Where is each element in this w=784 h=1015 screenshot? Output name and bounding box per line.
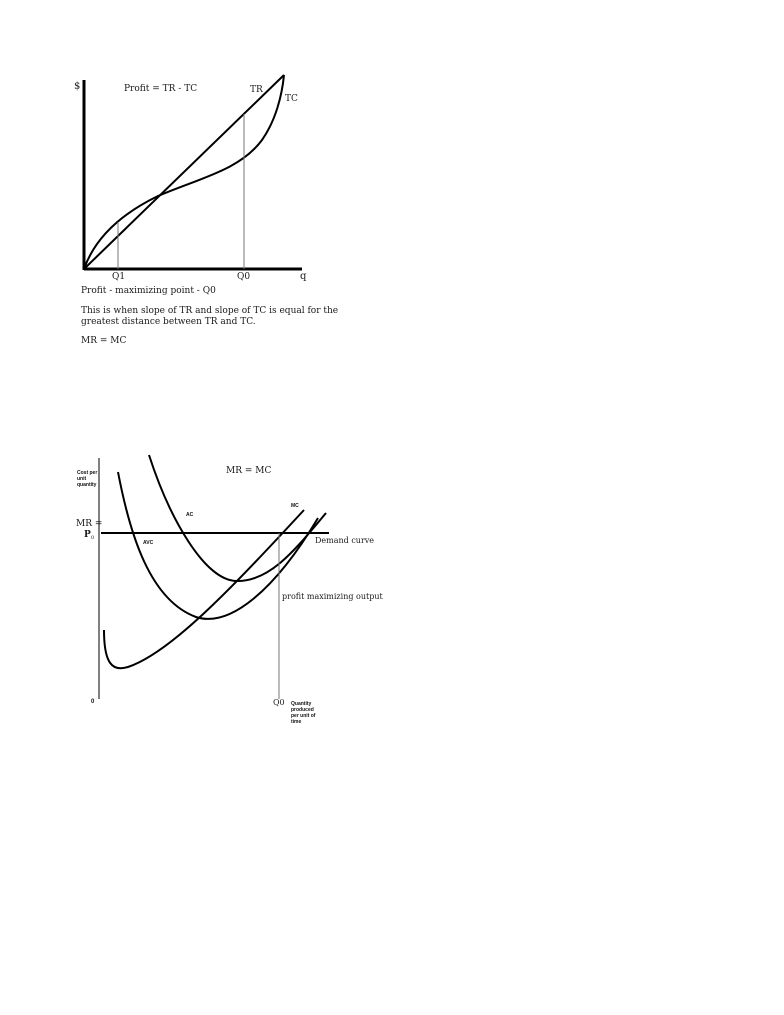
caption-line-3: greatest distance between TR and TC.: [81, 317, 256, 327]
mc-label: MC: [291, 503, 299, 509]
diagram2-title: MR = MC: [226, 466, 272, 476]
y-axis-label-line-1: Cost per: [77, 470, 98, 476]
tr-tc-diagram: [74, 75, 338, 346]
y-axis-label-line-3: quantity: [77, 482, 97, 488]
price-subscript: 0: [91, 535, 95, 541]
tr-line: [84, 75, 284, 269]
profit-max-label: profit maximizing output: [282, 592, 383, 601]
origin-label: 0: [91, 699, 95, 705]
cost-curves-diagram: [76, 455, 383, 725]
y-axis-label: $: [74, 81, 81, 92]
caption-line-2: This is when slope of TR and slope of TC is equal for the: [81, 306, 339, 316]
x-axis-label-line-1: Quantity: [291, 701, 312, 707]
x-axis-label: q: [300, 271, 307, 282]
price-label: P: [84, 530, 91, 540]
demand-curve-label: Demand curve: [315, 536, 375, 545]
x-axis-label-line-4: time: [291, 719, 302, 725]
avc-label: AVC: [143, 540, 154, 546]
q0-label-2: Q0: [273, 698, 285, 707]
q1-label: Q1: [112, 272, 126, 282]
x-axis-label-line-3: per unit of: [291, 713, 316, 719]
tr-label: TR: [250, 85, 263, 95]
ac-label: AC: [186, 512, 194, 518]
tc-label: TC: [285, 94, 298, 104]
equation-label: Profit = TR - TC: [124, 84, 198, 94]
x-axis-label-line-2: produced: [291, 707, 314, 713]
caption-line-1: Profit - maximizing point - Q0: [81, 286, 216, 296]
y-axis-label-line-2: unit: [77, 476, 87, 482]
caption-line-4: MR = MC: [81, 336, 127, 346]
mr-label: MR =: [76, 519, 103, 529]
q0-label: Q0: [237, 272, 251, 282]
